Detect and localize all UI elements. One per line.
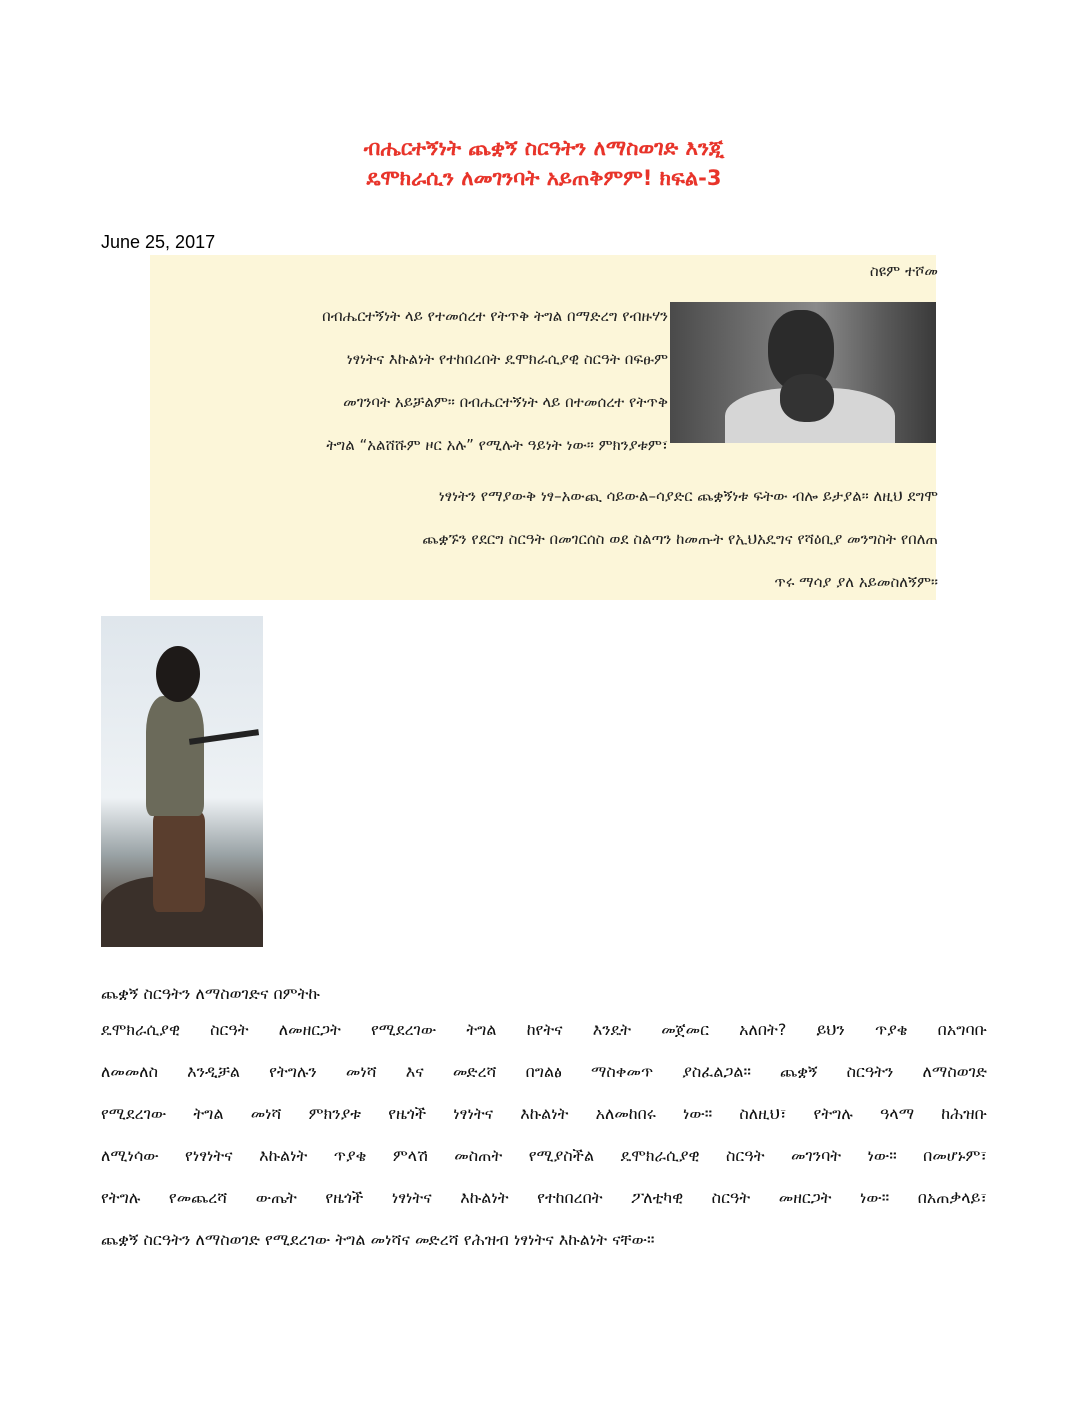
article-title-line-2: ዴሞክራሲን ለመገንባት አይጠቅምም! ክፍል-3: [366, 166, 722, 190]
quote-line: ጨቋኙን የደርግ ስርዓት በመገርሰስ ወደ ስልጣን ከመጡት የኢህአዴግና የሻዕቢያ መንግስት የበለጠ: [422, 530, 938, 548]
body-paragraph-line: ዴሞክራሲያዊ ስርዓት ለመዘርጋት የሚደረገው ትግል ከየትና እንዴት መጀመር አለበት? ይህን ጥያቄ በአግባቡ: [101, 1020, 987, 1039]
photo-hand-shape: [780, 374, 834, 422]
section-heading: ጨቋኝ ስርዓትን ለማስወገድና በምትኩ: [101, 984, 320, 1003]
publish-date: June 25, 2017: [101, 232, 216, 252]
article-title-line-1: ብሔርተኝነት ጨቋኝ ስርዓትን ለማስወገድ እንጂ: [363, 136, 725, 160]
quote-line: በብሔርተኝነት ላይ የተመሰረተ የትጥቅ ትግል በማድረግ የብዙሃን: [322, 307, 668, 325]
fighter-photo: [101, 616, 263, 947]
quote-line: ነፃነትና እኩልነት የተከበረበት ዴሞክራሲያዊ ስርዓት በፍፁም: [346, 350, 668, 368]
photo-hair-shape: [156, 646, 200, 702]
quote-line: ጥሩ ማሳያ ያለ አይመስለኝም።: [774, 573, 938, 591]
photo-legs-shape: [153, 812, 205, 912]
quote-line: መገንባት አይቻልም። በብሔርተኝነት ላይ በተመሰረተ የትጥቅ: [343, 393, 668, 411]
body-paragraph-line: የሚደረገው ትግል መነሻ ምክንያቱ የዜጎች ነፃነትና እኩልነት አለመከበሩ ነው። ስለዚህ፣ የትግሉ ዓላማ ከሕዝቡ: [101, 1104, 987, 1123]
author-photo: [670, 302, 936, 443]
quote-line: ትግል “አልሸሹም ዞር አሉ” የሚሉት ዓይነት ነው። ምክንያቱም፣: [326, 436, 668, 454]
body-paragraph-line: ለመመለስ እንዲቻል የትግሉን መነሻ እና መድረሻ በግልፅ ማስቀመጥ ያስፈልጋል። ጨቋኝ ስርዓትን ለማስወገድ: [101, 1062, 987, 1081]
quote-line: ነፃነትን የማያውቅ ነፃ–አውጪ ሳይውል–ሳያድር ጨቋኝነቱ ፍትው ብሎ ይታያል። ለዚህ ደግሞ: [438, 487, 938, 505]
body-paragraph-line: ጨቋኝ ስርዓትን ለማስወገድ የሚደረገው ትግል መነሻና መድረሻ የሕዝብ ነፃነትና እኩልነት ናቸው።: [101, 1230, 655, 1249]
photo-body-shape: [146, 696, 204, 816]
body-paragraph-line: ለሚነሳው የነፃነትና እኩልነት ጥያቄ ምላሽ መስጠት የሚያስችል ዴሞክራሲያዊ ስርዓት መገንባት ነው። በመሆኑም፣: [101, 1146, 987, 1165]
author-name: ስዩም ተሾመ: [869, 262, 938, 280]
body-paragraph-line: የትግሉ የመጨረሻ ውጤት የዜጎች ነፃነትና እኩልነት የተከበረበት ፖለቲካዊ ስርዓት መዘርጋት ነው። በአጠቃላይ፣: [101, 1188, 987, 1207]
